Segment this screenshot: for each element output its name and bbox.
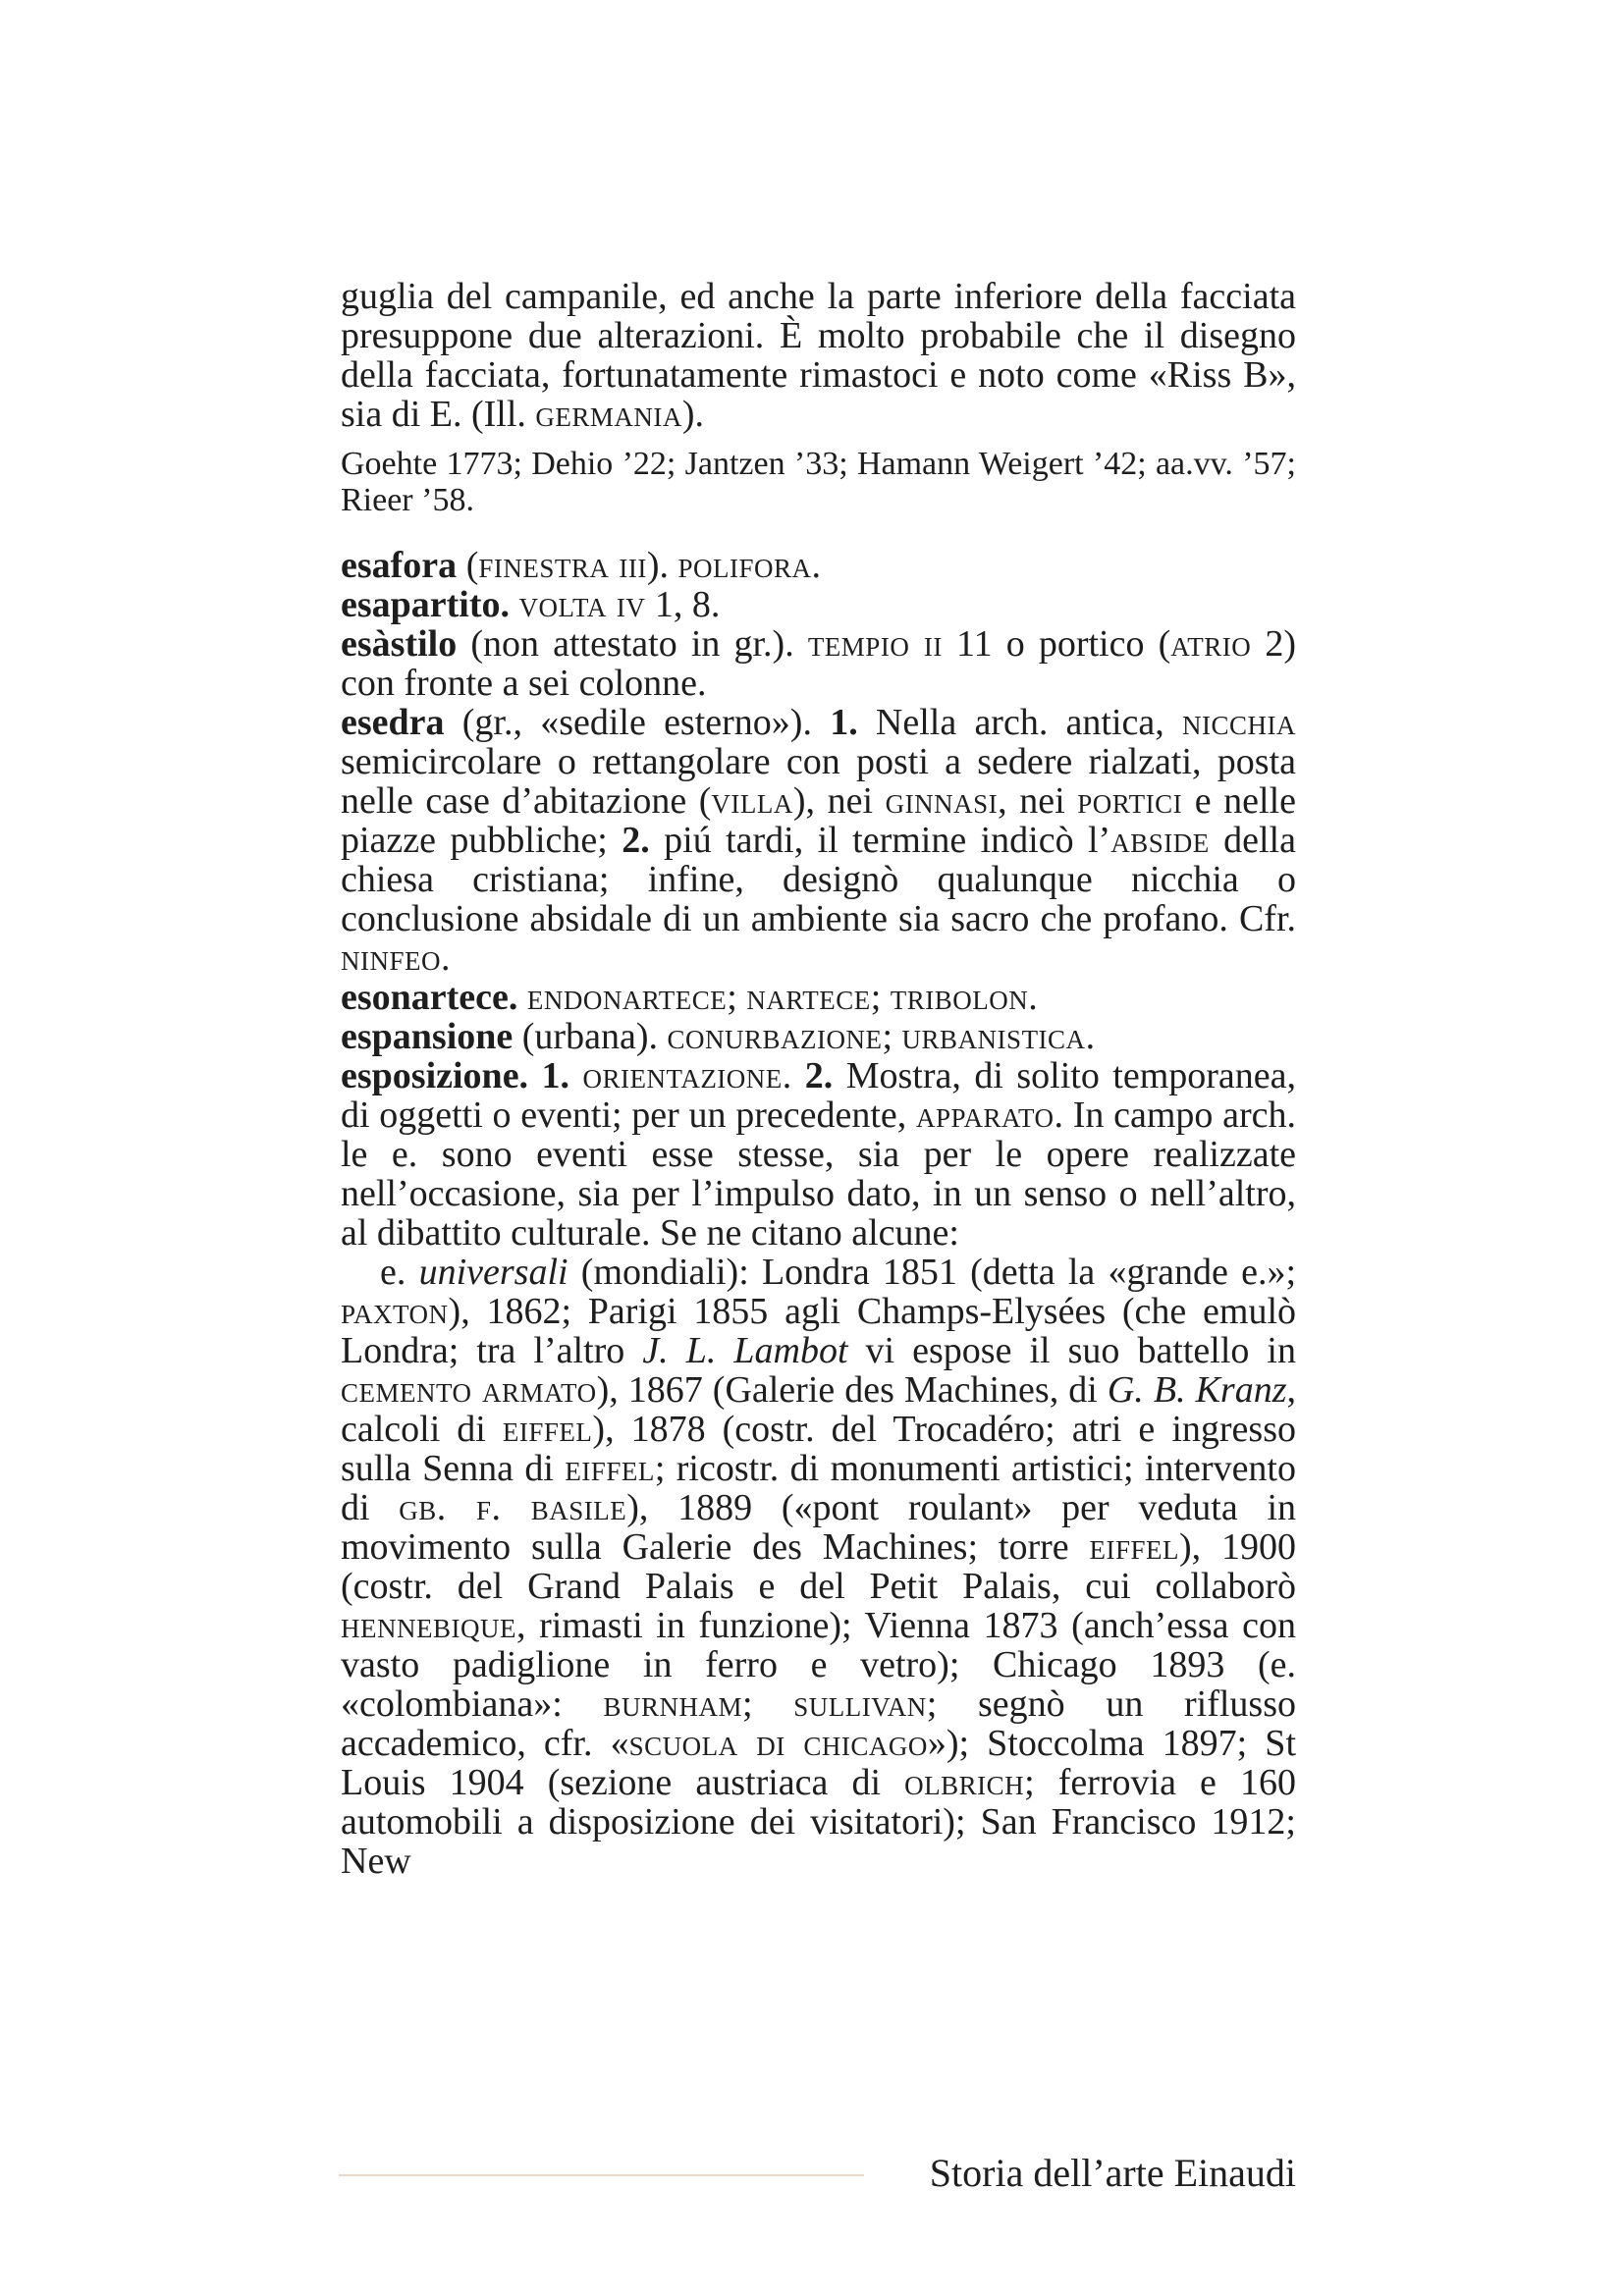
cross-reference: ninfeo	[341, 937, 441, 979]
headword: espansione	[341, 1016, 514, 1057]
cross-reference: cemento armato	[341, 1369, 597, 1411]
text-run	[510, 584, 519, 625]
cross-reference: finestra iii	[478, 545, 647, 586]
entry-esapartito	[341, 585, 1296, 624]
text-run: (mondiali): Londra 1851 (detta la «grande e.»;	[568, 1252, 1296, 1293]
cross-reference: abside	[1110, 820, 1210, 861]
text-run: ), 1878 (costr. del Trocadéro; atri e ingresso sulla Senna di	[341, 1409, 1296, 1489]
text-run: Nella arch. antica,	[857, 702, 1182, 743]
entry-esedra	[341, 703, 1296, 978]
cross-reference: atrio	[1170, 623, 1252, 665]
cross-reference: apparato	[915, 1095, 1055, 1136]
text-run: , nei	[998, 780, 1078, 822]
cross-reference: tribolon	[890, 977, 1029, 1018]
text-run: .	[441, 937, 451, 979]
text-run: (non attestato in gr.).	[457, 623, 808, 665]
cross-reference: nicchia	[1182, 702, 1296, 743]
cross-reference: portici	[1077, 780, 1183, 822]
text-run: (gr., «sedile esterno»).	[444, 702, 831, 743]
text-run: »); Stoccolma 1897; St Louis 1904 (sezione austriaca di	[341, 1723, 1297, 1803]
text-run: della chiesa cristiana; infine, designò qualunque nicchia o conclusione absidale di un ambiente sia sacro che profano. Cfr.	[341, 820, 1296, 939]
cross-reference: endonartece	[526, 977, 728, 1018]
text-run: Goehte 1773; Dehio ’22; Jantzen ’33; Hamann Weigert ’42; aa.vv. ’57; Rieer ’58.	[341, 446, 1296, 518]
text-run: .	[811, 545, 822, 586]
text-run: 1, 8.	[645, 584, 721, 625]
page-body	[341, 277, 1296, 1881]
entry-esposizione-universali	[341, 1253, 1296, 1881]
headword: esapartito.	[341, 584, 511, 625]
cross-reference: paxton	[341, 1291, 449, 1332]
text-run: , rimasti in funzione); Vienna 1873 (anch’essa con vasto padiglione in ferro e vetro); Chicago 1893 (e. «colombiana»:	[341, 1605, 1296, 1725]
cross-reference: ginnasi	[885, 780, 999, 822]
headword: 2.	[622, 820, 650, 861]
text-run: ), 1900 (costr. del Grand Palais e del Petit Palais, cui collaborò	[341, 1526, 1297, 1607]
cross-reference: eiffel	[1089, 1526, 1179, 1568]
entry-paragraph	[341, 277, 1296, 434]
text-run	[528, 1055, 541, 1096]
text-run: 2) con fronte a sei colonne.	[341, 623, 1296, 704]
text-run: ), nei	[792, 780, 886, 822]
text-run: e.	[380, 1252, 419, 1293]
text-run: .	[782, 1055, 805, 1096]
text-run: ), 1867 (Galerie des Machines, di	[596, 1369, 1108, 1411]
headword: esafora	[341, 545, 458, 586]
text-run: ), 1862; Parigi 1855 agli Champs-Elysées (che emulò Londra; tra l’altro	[341, 1291, 1296, 1371]
italic-term: J. L. Lambot	[642, 1330, 848, 1371]
text-run: , calcoli di	[341, 1369, 1296, 1450]
headword: esonartece.	[341, 977, 518, 1018]
text-run: ;	[742, 1683, 794, 1725]
text-run: vi espose il suo battello in	[847, 1330, 1296, 1371]
cross-reference: villa	[711, 780, 793, 822]
text-run: (urbana).	[513, 1016, 668, 1057]
entry-espansione	[341, 1017, 1296, 1056]
cross-reference: eiffel	[565, 1448, 655, 1489]
text-run: ;	[870, 977, 891, 1018]
text-run: ), 1889 («pont roulant» per veduta in movimento sulla Galerie des Machines; torre	[341, 1487, 1297, 1568]
text-run: ; ricostr. di monumenti artistici; intervento di	[341, 1448, 1296, 1528]
text-run: ;	[727, 977, 747, 1018]
text-run: Mostra, di solito temporanea, di oggetti o eventi; per un precedente,	[341, 1055, 1297, 1136]
entry-esastilo	[341, 624, 1296, 703]
cross-reference: orientazione	[582, 1055, 783, 1096]
cross-reference: conurbazione	[667, 1016, 883, 1057]
cross-reference: urbanistica	[901, 1016, 1086, 1057]
text-run: piú tardi, il termine indicò l’	[649, 820, 1111, 861]
cross-reference: eiffel	[502, 1409, 593, 1450]
entry-esafora	[341, 546, 1296, 585]
cross-reference: olbrich	[904, 1762, 1025, 1803]
text-run: .	[1085, 1016, 1096, 1057]
text-run: ).	[646, 545, 678, 586]
headword: esàstilo	[341, 623, 458, 665]
entry-esonartece	[341, 978, 1296, 1017]
text-run	[517, 977, 527, 1018]
text-run	[569, 1055, 582, 1096]
headword: 2.	[804, 1055, 834, 1096]
cross-reference: nartece	[746, 977, 871, 1018]
italic-term: universali	[418, 1252, 568, 1293]
headword: 1.	[830, 702, 858, 743]
text-run: ;	[882, 1016, 902, 1057]
text-run: semicircolare o rettangolare con posti a sedere rialzati, posta nelle case d’abitazione (	[341, 741, 1296, 822]
text-run: e nelle piazze pubbliche;	[341, 780, 1296, 861]
entry-esposizione	[341, 1056, 1296, 1253]
cross-reference: germania	[535, 394, 682, 435]
cross-reference: scuola di chicago	[628, 1723, 928, 1764]
text-run: 11 o portico (	[942, 623, 1171, 665]
headword: esedra	[341, 702, 445, 743]
text-run: ; ferrovia e 160 automobili a disposizione dei visitatori); San Francisco 1912; New	[341, 1762, 1296, 1882]
cross-reference: hennebique	[341, 1605, 516, 1646]
text-run: (	[457, 545, 479, 586]
headword: 1.	[541, 1055, 570, 1096]
cross-reference: gb. f. basile	[399, 1487, 627, 1528]
cross-reference: burnham	[603, 1683, 743, 1725]
text-run: . In campo arch. le e. sono eventi esse stesse, sia per le opere realizzate nell’occasione, sia per l’impulso dato, in un senso o nell’altro, al dibattito culturale. Se ne citano alcune:	[341, 1095, 1296, 1254]
headword: esposizione.	[341, 1055, 529, 1096]
bibliography-refs	[341, 446, 1296, 518]
footer-rule	[339, 2174, 864, 2176]
footer-publisher: Storia dell’arte Einaudi	[929, 2151, 1296, 2195]
text-run: ; segnò un riflusso accademico, cfr. «	[341, 1683, 1296, 1764]
text-run: guglia del campanile, ed anche la parte inferiore della facciata presuppone due alterazioni. È molto probabile che il disegno della facciata, fortunatamente rimastoci e noto come «Riss B», sia di E. (Ill.	[341, 276, 1296, 435]
cross-reference: tempio ii	[807, 623, 943, 665]
text-run: .	[1028, 977, 1038, 1018]
cross-reference: polifora	[677, 545, 812, 586]
cross-reference: volta iv	[518, 584, 646, 625]
italic-term: G. B. Kranz	[1107, 1369, 1287, 1411]
text-run: ).	[681, 394, 705, 435]
cross-reference: sullivan	[793, 1683, 927, 1725]
